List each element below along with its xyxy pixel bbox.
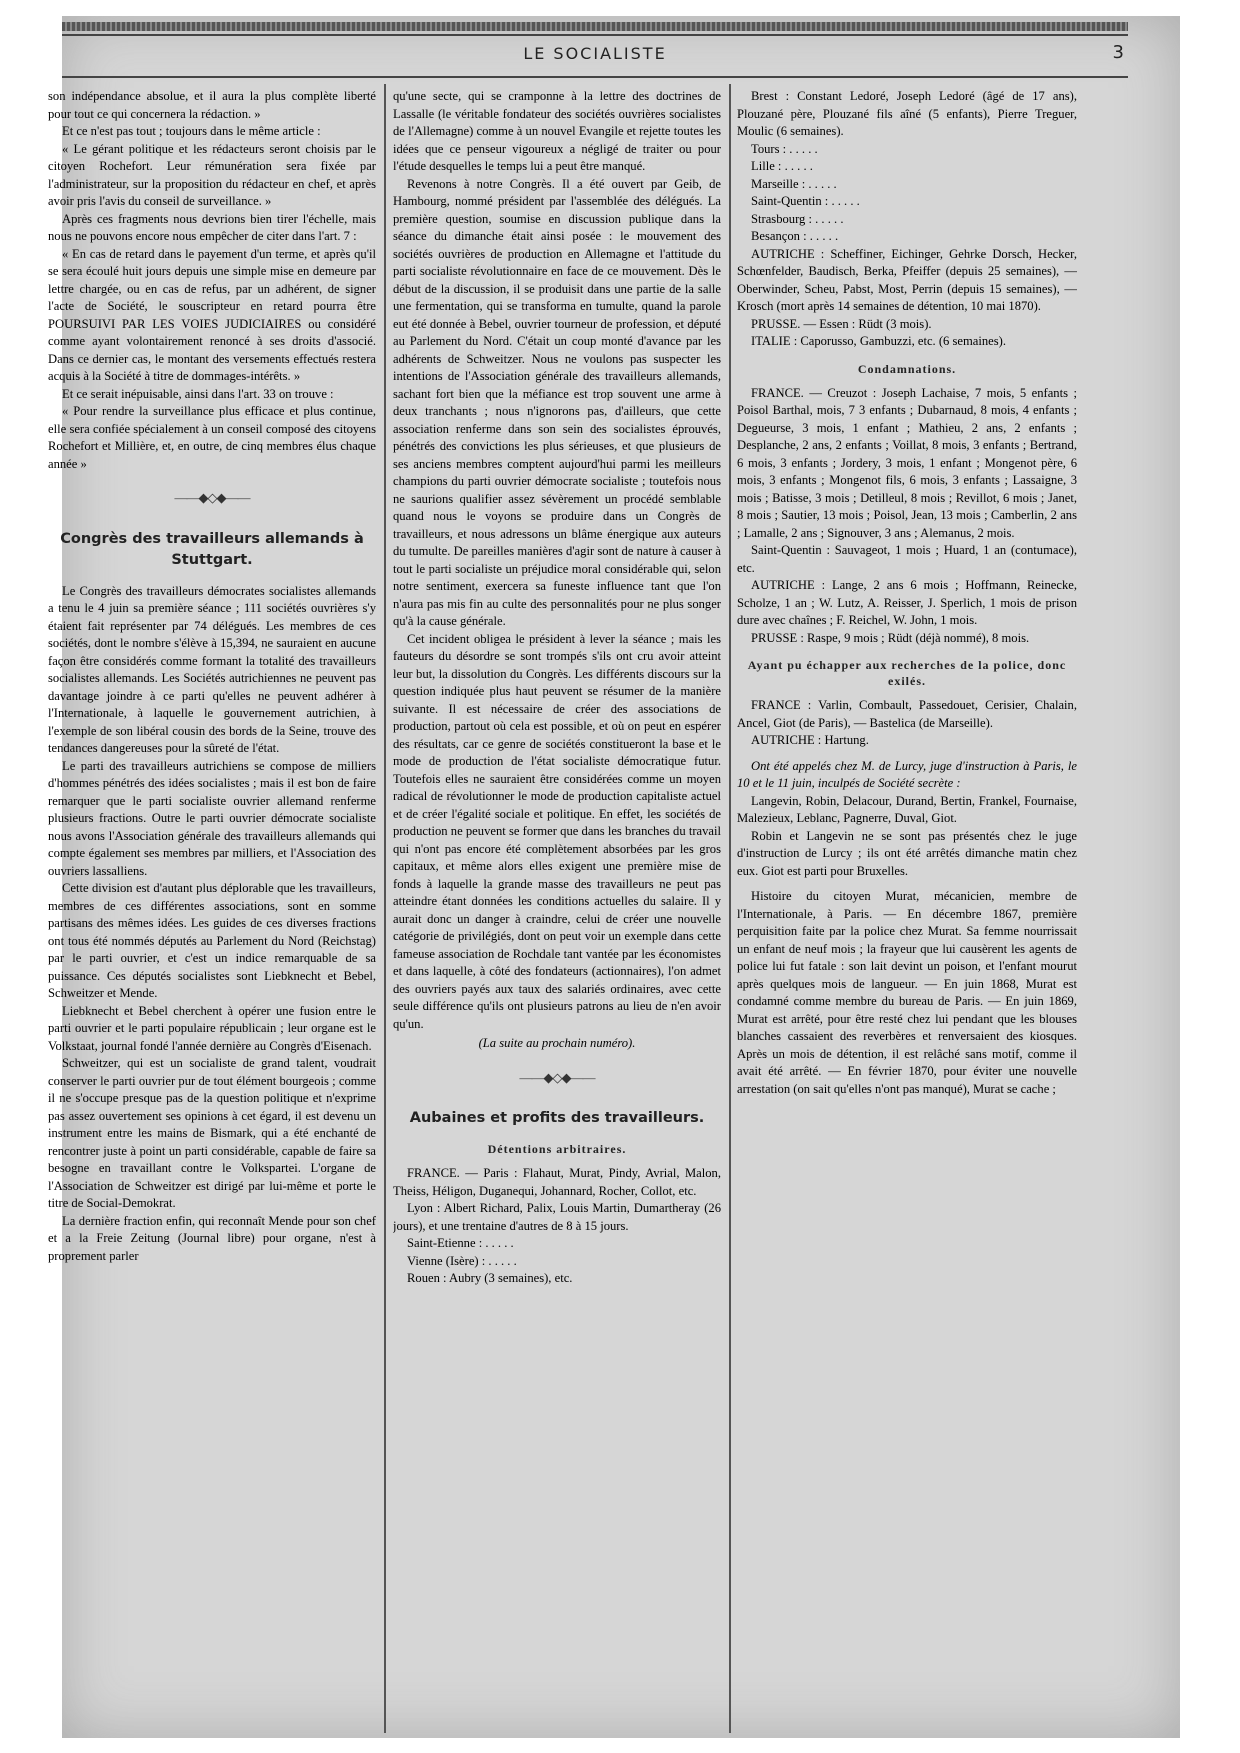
paragraph: Marseille : . . . . . <box>751 176 837 191</box>
section-subheading: Détentions arbitraires. <box>487 1142 627 1156</box>
paragraph: ITALIE : Caporusso, Gambuzzi, etc. (6 semaines). <box>751 334 1006 348</box>
paragraph: Et ce n'est pas tout ; toujours dans le même article : <box>62 124 321 138</box>
paragraph: Liebknecht et Bebel cherchent à opérer une fusion entre le parti ouvrier et le parti populaire républicain ; leur organe est le Volkstaat, journal fondé l'année dernière au Congrès d'Eisenach. <box>48 1003 376 1053</box>
page-header <box>62 34 1128 78</box>
paragraph: Et ce serait inépuisable, ainsi dans l'art. 33 on trouve : <box>62 386 334 401</box>
paragraph: Le Congrès des travailleurs démocrates socialistes allemands a tenu le 4 juin sa première séance ; 111 sociétés ouvrières s'y étaient fait représenter par 74 délégués. Les membres de ces sociétés, dont le nombre s'élève à 15,394, ne sauraient en aucune façon être considérés comme formant la totalité des travailleurs socialistes allemands. Les Sociétés autrichiennes ne peuvent pas davantage joindre à ce parti qu'elles ne peuvent adhérer à l'Internationale, à laquelle le gouvernement autrichien, à l'exemple de son libéral cousin des bords de la Seine, trouve des tendances dangereuses pour la sûreté de l'état. <box>48 583 376 755</box>
section-ornament: ——◆◇◆—— <box>174 490 250 505</box>
paragraph: FRANCE. — Creuzot : Joseph Lachaise, 7 mois, 5 enfants ; Poisol Barthal, mois, 7 3 enfants ; Dubarnaud, 8 mois, 4 enfants ; Degueurse, 3 mois, 1 enfant ; Mathieu, 2 ans, 2 enfants ; Desplanche, 2 ans, 2 enfants ; Voillat, 8 mois, 3 enfants ; Bertrand, 6 mois, 3 enfants ; Jordery, 3 mois, 1 enfant ; Mongenot père, 6 mois, 3 enfants ; Mongenot fils, 6 mois, 3 enfants ; Lassaigne, 3 mois ; Batisse, 3 mois ; Detilleul, 8 mois ; Revillot, 6 mois ; Janet, 8 mois ; Sautier, 13 mois ; Poisol, Jean, 13 mois ; Camberlin, 2 ans ; Lamalle, 2 ans ; Signouver, 3 ans ; Alemanus, 2 mois. <box>737 385 1077 540</box>
paragraph: FRANCE. — Paris : Flahaut, Murat, Pindy, Avrial, Malon, Theiss, Héligon, Duganequi, Johannard, Rocher, Collot, etc. <box>393 1166 721 1198</box>
paragraph: PRUSSE. — Essen : Rüdt (3 mois). <box>751 316 932 331</box>
paragraph: Saint-Etienne : . . . . . <box>407 1236 514 1250</box>
paragraph: Lille : . . . . . <box>751 159 813 173</box>
paragraph: AUTRICHE : Lange, 2 ans 6 mois ; Hoffmann, Reinecke, Scholze, 1 an ; W. Lutz, A. Reisser, J. Sperlich, 1 mois de prison dure avec chaînes ; F. Reichel, W. John, 1 mois. <box>737 578 1077 627</box>
section-ornament: ——◆◇◆—— <box>519 1069 595 1085</box>
column-rule-right <box>729 84 731 1733</box>
paragraph: Brest : Constant Ledoré, Joseph Ledoré (âgé de 17 ans), Plouzané père, Plouzané fils aîné (5 enfants), Pierre Treguer, Moulic (6 semaines). <box>737 89 1077 138</box>
paragraph: Rouen : Aubry (3 semaines), etc. <box>407 1271 573 1285</box>
top-ornamental-border <box>62 22 1128 31</box>
column-rule-left <box>384 84 386 1733</box>
paragraph: Ont été appelés chez M. de Lurcy, juge d'instruction à Paris, le 10 et le 11 juin, inculpés de Société secrète : <box>737 758 1077 790</box>
paragraph: PRUSSE : Raspe, 9 mois ; Rüdt (déjà nommé), 8 mois. <box>751 630 1030 645</box>
paragraph: son indépendance absolue, et il aura la plus complète liberté pour tout ce qui concernera la rédaction. » <box>48 89 376 121</box>
continued-note: (La suite au prochain numéro). <box>478 1036 636 1050</box>
paragraph: AUTRICHE : Hartung. <box>751 733 869 747</box>
paragraph: « Pour rendre la surveillance plus efficace et plus continue, elle sera confiée spécialement à un conseil composé des citoyens Rochefort et Millière, et, en outre, de cinq membres élus chaque année » <box>48 404 376 471</box>
paragraph: Strasbourg : . . . . . <box>751 211 844 226</box>
paragraph: Schweitzer, qui est un socialiste de grand talent, voudrait conserver le parti ouvrier pur de tout élément bourgeois ; comme il ne s'occupe presque pas de la question politique et n'exprime pas assez ouvertement ses opinions à cet égard, il est devenu un instrument entre les mains de Bismark, qui a été enchanté de rencontrer juste à point un parti considérable, capable de faire sa besogne en travaillant contre le Volkspartei. L'organe de l'Association de Schweitzer est dirigé par lui-même et porte le titre de Social-Demokrat. <box>48 1056 376 1210</box>
paragraph: Vienne (Isère) : . . . . . <box>407 1253 517 1268</box>
paragraph: « Le gérant politique et les rédacteurs seront choisis par le citoyen Rochefort. Leur rémunération sera fixée par l'administrateur, sur la proposition du rédacteur en chef, et après avoir pris l'avis du conseil de surveillance. » <box>48 141 376 208</box>
column-3 <box>737 88 1077 1743</box>
paragraph: Après ces fragments nous devrions bien tirer l'échelle, mais nous ne pouvons encore nous empêcher de citer dans l'art. 7 : <box>48 211 376 243</box>
paragraph: Cette division est d'autant plus déplorable que les travailleurs, membres de ces différentes associations, sont en somme partisans des mêmes idées. Les guides de ces diverses fractions ont tous été nommés députés au Parlement du Nord (Reichstag) par le parti ouvrier, et c'est un indice remarquable de sa puissance. Ces députés socialistes sont Liebknecht et Bebel, Schweitzer et Mende. <box>48 881 376 1000</box>
column-2 <box>393 88 721 1743</box>
paragraph: « En cas de retard dans le payement d'un terme, et après qu'il se sera écoulé huit jours depuis une simple mise en demeure par lettre chargée, ou en cas de refus, par un adhérent, de signer l'acte de Société, le souscripteur en retard pourra être POURSUIVI PAR LES VOIES JUDICIAIRES ou considéré comme ayant volontairement renoncé à ses droits d'associé. Dans ce dernier cas, le montant des versements effectués restera acquis à la Société à titre de dommages-intérêts. » <box>48 246 376 383</box>
paragraph: Saint-Quentin : . . . . . <box>751 194 860 208</box>
paragraph: Revenons à notre Congrès. Il a été ouvert par Geib, de Hambourg, nommé président par l'assemblée des délégués. La première question, soumise en discussion publique dans la séance du dimanche était ainsi posée : le mouvement des sociétés ouvrières de production en Allemagne et l'attitude du parti socialiste révolutionnaire en face de ce mouvement. Dès le début de la discussion, il se produisit dans une partie de la salle une fermentation, qui se transforma en tumulte, quand la parole eut été donnée à Bebel, ouvrier tourneur de profession, et député au Parlement du Nord. C'était un coup monté d'avance par les adhérents de Schweitzer. Nous ne voulons pas suspecter les intentions de l'Association générale des travailleurs allemands, sachant fort bien que la méfiance est trop souvent une arme à deux tranchants ; nous n'ignorons pas, d'ailleurs, que cette association renferme dans son sein des socialistes éprouvés, pénétrés des convictions les plus sérieuses, et que plusieurs de ses anciens membres comptent aujourd'hui parmi les meilleurs champions du parti ouvrier démocrate socialiste ; toutefois nous ne saurions qualifier assez sévèrement un procédé semblable quand nous le voyons se produire dans un Congrès de travailleurs, et nous adressons un blâme énergique aux auteurs du tumulte. De pareilles manières d'agir sont de nature à causer à tout le parti socialiste un préjudice moral considérable qui, selon notre sentiment, exercera sa funeste influence tant que l'on n'aura pas mis fin au culte des personnalités pour ne plus songer qu'à la cause générale. <box>393 176 721 628</box>
section-subheading: Ayant pu échapper aux recherches de la police, donc exilés. <box>747 658 1067 688</box>
section-subheading: Condamnations. <box>857 361 957 376</box>
masthead: LE SOCIALISTE <box>523 44 667 63</box>
spacer <box>737 880 1077 888</box>
article-heading: Congrès des travailleurs allemands à Stuttgart. <box>60 530 364 568</box>
paragraph: Tours : . . . . . <box>751 141 818 156</box>
page-number: 3 <box>1112 42 1124 63</box>
paragraph: Langevin, Robin, Delacour, Durand, Bertin, Frankel, Fournaise, Malezieux, Leblanc, Pagnerre, Duval, Giot. <box>737 793 1077 825</box>
paragraph: qu'une secte, qui se cramponne à la lettre des doctrines de Lassalle (le véritable fondateur des sociétés ouvrières socialistes de l'Allemagne) comme à un nouvel Evangile et rejette toutes les idées que ce penseur vigoureux a négligé de traiter ou pour l'étude desquelles le temps lui a peut être manqué. <box>393 89 721 173</box>
article-heading: Aubaines et profits des travailleurs. <box>409 1110 705 1126</box>
column-1 <box>48 88 376 1743</box>
paragraph: Histoire du citoyen Murat, mécanicien, membre de l'Internationale, à Paris. — En décembre 1867, première perquisition faite par la police chez Murat. Sa femme nourrissait un enfant de neuf mois ; la frayeur que lui causèrent les agents de police lui fut fatale : son lait devint un poison, et l'enfant mourut après quelques mois de langueur. — En juin 1868, Murat est condamné comme membre du bureau de Paris. — En juin 1869, Murat est arrêté, pour être resté chez lui pendant que les blouses blanches cassaient des reverbères et renversaient des kiosques. Après un mois de détention, il est relâché sans motif, comme il avait été arrêté. — En février 1870, pour éviter une nouvelle arrestation (on sait qu'elles n'ont pas manqué), Murat se cache ; <box>737 889 1077 1096</box>
paragraph: Le parti des travailleurs autrichiens se compose de milliers d'hommes pénétrés des idées socialistes ; mais il est bon de faire remarquer que le parti socialiste ouvrier allemand renferme plusieurs fractions. Outre le parti ouvrier démocrate socialiste nous avons l'Association générale des travailleurs allemands qui compte également ses membres par milliers, et l'Association des ouvriers lassalliens. <box>48 758 376 878</box>
paragraph: FRANCE : Varlin, Combault, Passedouet, Cerisier, Chalain, Ancel, Giot (de Paris), — Bastelica (de Marseille). <box>737 698 1077 730</box>
paragraph: La dernière fraction enfin, qui reconnaît Mende pour son chef et a la Freie Zeitung (Journal libre) pour organe, n'est à proprement parler <box>48 1213 376 1263</box>
spacer <box>737 750 1077 758</box>
paragraph: Lyon : Albert Richard, Palix, Louis Martin, Dumartheray (26 jours), et une trentaine d'autres de 8 à 15 jours. <box>393 1201 721 1233</box>
paragraph: Robin et Langevin ne se sont pas présentés chez le juge d'instruction de Lurcy ; ils ont été arrêtés dimanche matin chez eux. Giot est parti pour Bruxelles. <box>737 828 1077 878</box>
paragraph: Besançon : . . . . . <box>751 229 839 243</box>
paragraph: Cet incident obligea le président à lever la séance ; mais les fauteurs du désordre se sont trompés s'ils ont cru avoir atteint leur but, la dissolution du Congrès. Les différents discours sur la question indiquée plus haut peuvent se résumer de la manière suivante. Il est nécessaire de créer des associations de production, partout où cela est possible, et où on peut en espérer des résultats, car ce genre de sociétés constitueront la base et le mode de production de l'état socialiste démocratique futur. Toutefois elles ne sauraient être considérées comme un moyen radical de révolutionner le mode de production capitaliste actuel et de créer l'égalité sociale et politique. En effet, les sociétés de production ne peuvent se former que dans les branches du travail qui n'ont pas encore été complètement absorbées par les gros capitaux, et même alors elles exigent une première mise de fonds à laquelle la grande masse des travailleurs ne peut pas atteindre étant données les conditions actuelles du salaire. Il y aurait donc un danger à craindre, celui de créer une nouvelle catégorie de privilégiés, dont on peut voir un exemple dans cette fameuse association de Rochdale tant vantée par les économistes et dans laquelle, à côté des fondateurs (actionnaires), l'on admet des ouvriers payés aux taux des salariés ordinaires, avec cette seule différence qu'ils ont plusieurs patrons au lieu de n'en avoir qu'un. <box>393 631 721 1031</box>
paragraph: Saint-Quentin : Sauvageot, 1 mois ; Huard, 1 an (contumace), etc. <box>737 543 1077 575</box>
paragraph: AUTRICHE : Scheffiner, Eichinger, Gehrke Dorsch, Hecker, Schœnfelder, Baudisch, Berka, Pfeiffer (depuis 25 semaines), — Oberwinder, Scheu, Pabst, Most, Perrin (depuis 15 semaines), — Krosch (mort après 14 semaines de détention, 10 mai 1870). <box>737 246 1077 313</box>
